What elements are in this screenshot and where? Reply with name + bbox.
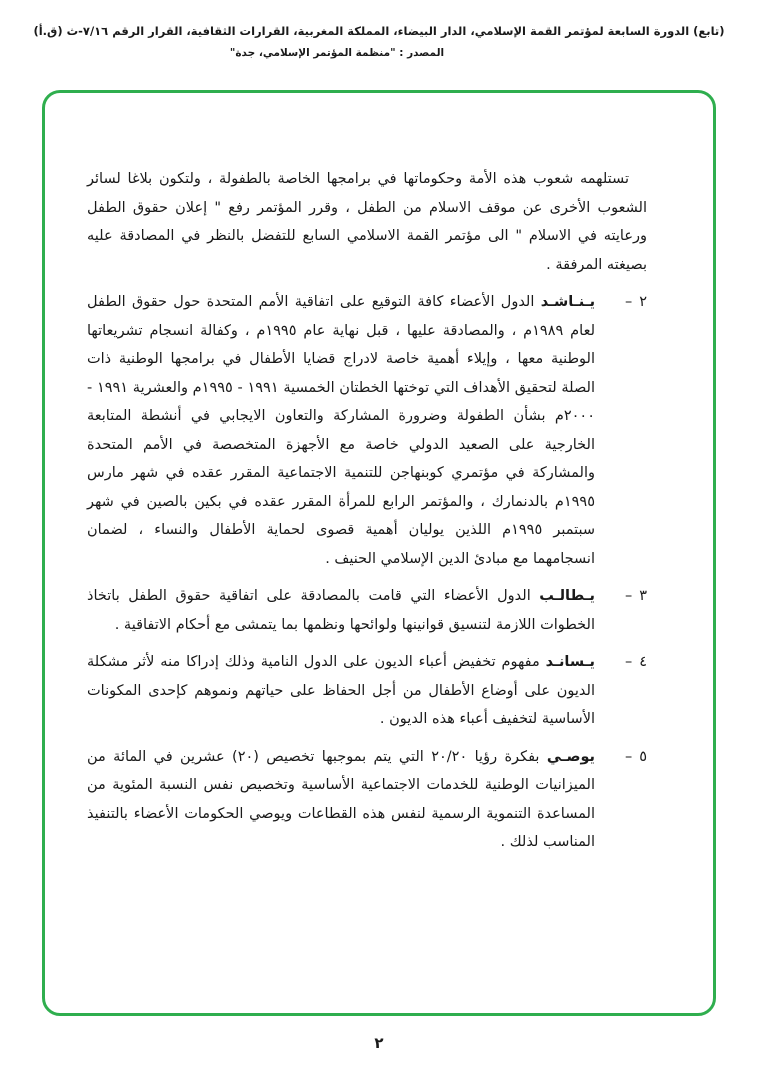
intro-paragraph: تستلهمه شعوب هذه الأمة وحكوماتها في برامجها الخاصة بالطفولة ، ولتكون بلاغا لسائر الشعوب الأخرى عن موقف الاسلام من الطفل ، وقرر المؤتمر رفع " إعلان حقوق الطفل ورعايته في الاسلام " الى مؤتمر القمة الاسلامي السابع للتفضل بالنظر في المصادقة عليه بصيغته المرفقة . xyxy=(87,171,647,273)
page-header xyxy=(28,24,730,59)
resolution-item-4 xyxy=(87,648,647,734)
item-lead-word: يـنـاشـد xyxy=(540,294,596,310)
header-source-line: المصدر : "منظمة المؤتمر الإسلامي، جدة" xyxy=(229,47,445,59)
item-lead-word: يـسانـد xyxy=(545,654,596,670)
item-body-text: مفهوم تخفيض أعباء الديون على الدول النامية وذلك إدراكا منه لأثر مشكلة الديون على أوضاع الأطفال من أجل الحفاظ على حياتهم ونموهم كإحدى المكونات الأساسية لتخفيف أعباء هذه الديون . xyxy=(87,654,595,727)
item-number-dash: – xyxy=(624,294,633,310)
resolution-item-3 xyxy=(87,582,647,639)
item-body-text: الدول الأعضاء التي قامت بالمصادقة على اتفاقية حقوق الطفل باتخاذ الخطوات اللازمة لتنسيق قوانينها ولوائحها ونظمها بما يتمشى مع أحكام الاتفاقية . xyxy=(87,588,595,633)
item-body-text: بفكرة رؤيا ٢٠/٢٠ التي يتم بموجبها تخصيص (٢٠) عشرين في المائة من الميزانيات الوطنية للخدمات الاجتماعية الأساسية وتخصيص نفس النسبة المئوية من المساعدة التنموية الرسمية لنفس هذه القطاعات ويوصي الحكومات الأعضاء بالتنفيذ المناسب لذلك . xyxy=(87,748,595,850)
item-number-dash: – xyxy=(624,748,633,765)
item-number xyxy=(595,648,647,734)
page-number: ٢ xyxy=(374,1034,384,1052)
item-lead-word: يوصـي xyxy=(546,748,596,765)
item-lead-word: يـطالـب xyxy=(539,588,595,604)
header-reference-line: (تابع) الدورة السابعة لمؤتمر القمة الإسلامي، الدار البيضاء، المملكة المغربية، القرارات الثقافية، القرار الرقم ٧/١٦-ث (ق.أ) xyxy=(33,24,725,38)
item-paragraph xyxy=(87,288,595,573)
document-body xyxy=(87,165,647,857)
item-number-dash: – xyxy=(624,654,633,670)
resolution-item-5 xyxy=(87,743,647,857)
item-number-dash: – xyxy=(624,588,633,604)
item-number xyxy=(595,582,647,639)
item-paragraph xyxy=(87,743,595,857)
resolution-item-2 xyxy=(87,288,647,573)
item-number xyxy=(595,743,647,857)
item-paragraph xyxy=(87,582,595,639)
item-number-value: ٤ xyxy=(639,654,647,670)
item-number xyxy=(595,288,647,573)
item-number-value: ٣ xyxy=(639,588,647,604)
document-frame-border xyxy=(42,90,716,1016)
item-body-text: الدول الأعضاء كافة التوقيع على اتفاقية الأمم المتحدة حول حقوق الطفل لعام ١٩٨٩م ، والمصادقة عليها ، قبل نهاية عام ١٩٩٥م ، وكفالة انسجام تشريعاتها الوطنية معها ، وإيلاء أهمية خاصة لادراج قضايا الأطفال في برامجها الوطنية ذات الصلة لتحقيق الأهداف التي توختها الخطتان الخمسية ١٩٩١ - ١٩٩٥م والعشرية ١٩٩١ - ٢٠٠٠م بشأن الطفولة وضرورة المشاركة والتعاون الايجابي في أنشطة المتابعة الخارجية على الصعيد الدولي خاصة مع الأجهزة المتخصصة في الأمم المتحدة والمشاركة في مؤتمري كوبنهاجن للتنمية الاجتماعية المقرر عقده في شهر مارس ١٩٩٥م بالدنمارك ، والمؤتمر الرابع للمرأة المقرر عقده في بكين بالصين في شهر سبتمبر ١٩٩٥م اللذين يوليان أهمية قصوى لحماية الأطفال والنساء ، لضمان انسجامهما مع مبادئ الدين الإسلامي الحنيف . xyxy=(87,294,595,567)
item-paragraph xyxy=(87,648,595,734)
item-number-value: ٥ xyxy=(639,748,647,765)
item-number-value: ٢ xyxy=(639,294,647,310)
